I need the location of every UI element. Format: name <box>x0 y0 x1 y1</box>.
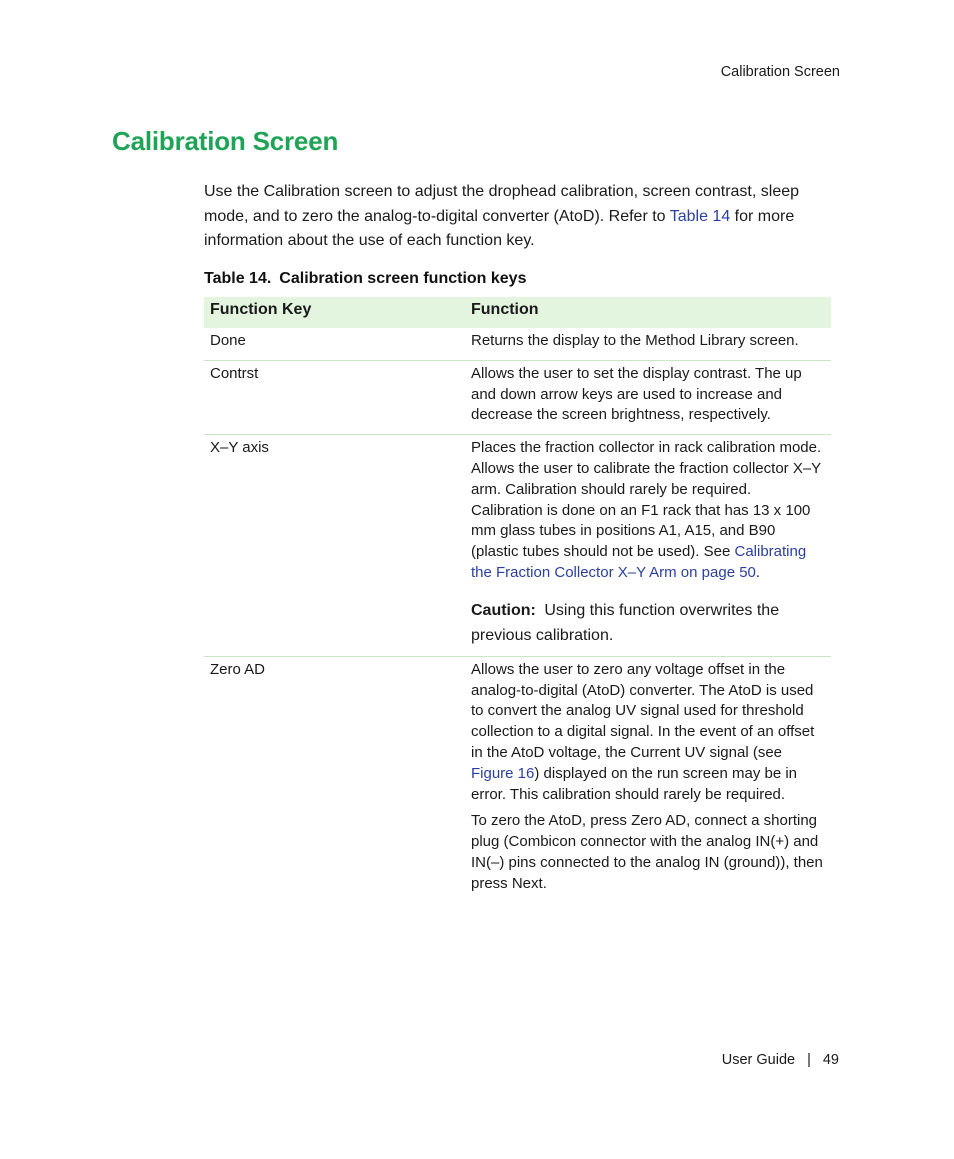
table-caption-title: Calibration screen function keys <box>279 270 527 287</box>
function-description-cell <box>465 435 831 657</box>
zero-ad-text: Allows the user to zero any voltage offset in the analog-to-digital (AtoD) converter. The AtoD is used to convert the analog UV signal used for threshold collection to a digital signal. In the event of an offset in the AtoD voltage, the Current UV signal (see <box>471 660 815 761</box>
table-caption <box>204 270 526 288</box>
footer-doc-name: User Guide <box>721 1052 796 1068</box>
running-header: Calibration Screen <box>720 64 840 80</box>
caution-text: Using this function overwrites the previous calibration. <box>471 601 780 644</box>
intro-paragraph <box>204 180 844 254</box>
function-key-cell: Zero AD <box>210 660 266 678</box>
xy-axis-text-end: . <box>755 563 761 581</box>
intro-text-end: for more information about the use of each function key. <box>204 207 795 249</box>
caution-note <box>471 598 791 648</box>
function-description-cell: Allows the user to set the display contrast. The up and down arrow keys are used to increase and decrease the screen brightness, respectively. <box>465 360 831 434</box>
column-header-function-key: Function Key <box>204 297 465 328</box>
page-title: Calibration Screen <box>112 126 339 156</box>
function-key-cell: Contrst <box>204 360 465 434</box>
zero-ad-text-end: ) displayed on the run screen may be in error. This calibration should rarely be required. <box>471 764 798 803</box>
page-footer <box>722 1052 839 1068</box>
intro-text-start: Use the Calibration screen to adjust the drophead calibration, screen contrast, sleep mode, and to zero the analog-to-digital converter (AtoD). Refer to <box>204 183 800 225</box>
table-14-link[interactable]: Table 14 <box>669 207 731 225</box>
table-row <box>204 435 831 657</box>
zero-ad-description <box>471 660 825 806</box>
caution-label: Caution: <box>471 601 536 619</box>
table-row <box>204 328 831 360</box>
column-header-function: Function <box>465 297 831 328</box>
page-number: 49 <box>822 1052 839 1068</box>
function-description-cell: Returns the display to the Method Library screen. <box>465 328 831 360</box>
table-row <box>204 656 831 902</box>
function-key-cell: Done <box>204 328 465 360</box>
function-description-cell <box>465 656 831 902</box>
xy-axis-description <box>471 438 825 584</box>
calibrating-xy-arm-link[interactable]: Calibrating the Fraction Collector X–Y Arm on page 50 <box>471 543 807 581</box>
function-keys-table <box>204 297 831 903</box>
figure-16-link[interactable]: Figure 16 <box>471 764 535 782</box>
table-caption-number: Table 14. <box>204 270 272 287</box>
table-header-row <box>204 297 831 328</box>
xy-axis-text: Places the fraction collector in rack calibration mode. Allows the user to calibrate the fraction collector X–Y arm. Calibration should rarely be required. Calibration is done on an F1 rack that has 13 x 100 mm glass tubes in positions A1, A15, and B90 (plastic tubes should not be used). See <box>471 439 822 561</box>
table-row <box>204 360 831 434</box>
zero-ad-procedure: To zero the AtoD, press Zero AD, connect a shorting plug (Combicon connector with the analog IN(+) and IN(–) pins connected to the analog IN (ground)), then press Next. <box>471 812 823 892</box>
footer-separator: | <box>807 1052 811 1068</box>
function-key-cell: X–Y axis <box>204 435 465 657</box>
